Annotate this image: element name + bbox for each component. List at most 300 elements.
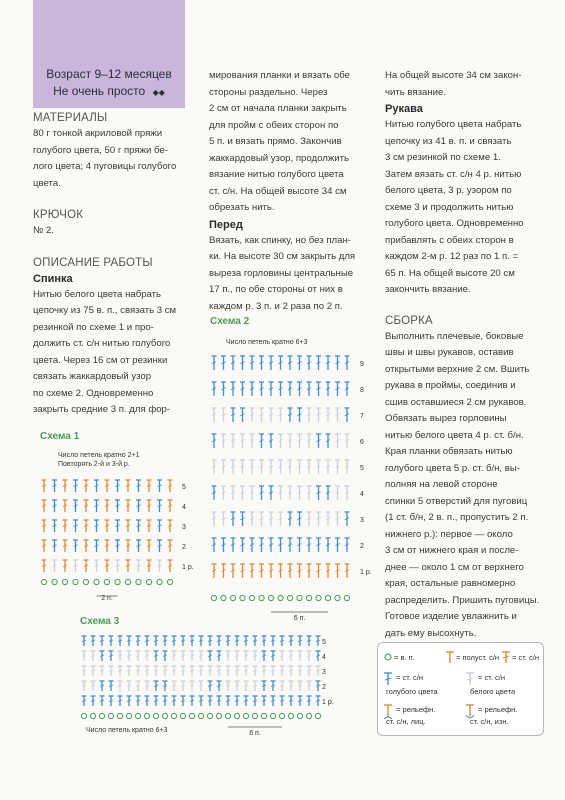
stitch-mark [52, 520, 57, 532]
stitch-mark [221, 434, 226, 448]
stitch-mark [288, 564, 293, 578]
schema-2-row-label: 7 [360, 413, 364, 420]
back-line: связать жаккардовый узор [33, 371, 152, 382]
stitch-mark [278, 460, 283, 474]
schema-2-row-label: 6 [360, 439, 364, 446]
stitch-mark [145, 696, 150, 706]
stitch-mark [297, 460, 302, 474]
stitch-mark [240, 460, 245, 474]
back-line: должить ст. с/н нитью голубого [33, 338, 171, 349]
stitch-mark [168, 540, 173, 552]
stitch-mark [288, 460, 293, 474]
stitch-mark [259, 382, 264, 396]
stitch-mark [105, 480, 110, 492]
stitch-mark [235, 696, 240, 706]
stitch-mark [307, 666, 312, 676]
chain-mark [99, 713, 104, 718]
front-line: ки. На высоте 30 см закрыть для [209, 251, 356, 262]
chain-mark [234, 713, 239, 718]
stitch-mark [326, 356, 331, 370]
legend-dc-blue-label: = ст. с/н [396, 673, 423, 682]
stitch-mark [82, 651, 87, 661]
chain-mark [288, 713, 293, 718]
stitch-mark [208, 636, 213, 646]
stitch-mark [91, 696, 96, 706]
assembly-line: (1 ст. б/н, 2 в. п., пропустить 2 п. [385, 512, 529, 523]
sleeve-line: голубого цвета. Одновременно [385, 218, 524, 229]
stitch-mark [190, 651, 195, 661]
stitch-mark [136, 681, 141, 691]
stitch-mark [288, 356, 293, 370]
stitch-mark [221, 408, 226, 422]
stitch-mark [345, 408, 350, 422]
stitch-mark [126, 520, 131, 532]
stitch-mark [259, 434, 264, 448]
work-title: ОПИСАНИЕ РАБОТЫ [33, 256, 153, 269]
assembly-line: края, остальные равномерно [385, 578, 516, 589]
stitch-mark [326, 434, 331, 448]
hook-value: № 2. [33, 225, 54, 236]
stitch-mark [221, 486, 226, 500]
stitch-mark [316, 460, 321, 474]
stitch-mark [244, 696, 249, 706]
stitch-mark [73, 560, 78, 572]
stitch-mark [278, 382, 283, 396]
stitch-mark [91, 681, 96, 691]
stitch-mark [307, 696, 312, 706]
stitch-mark [63, 480, 68, 492]
stitch-mark [262, 636, 267, 646]
stitch-mark [289, 696, 294, 706]
stitch-mark [208, 696, 213, 706]
stitch-mark [100, 681, 105, 691]
stitch-mark [231, 486, 236, 500]
stitch-mark [278, 538, 283, 552]
column-3 [385, 68, 557, 642]
stitch-mark [240, 356, 245, 370]
stitch-mark [42, 500, 47, 512]
stitch-mark [136, 636, 141, 646]
materials-line: лого цвета; 4 пуговицы голубого [33, 161, 177, 172]
chain-mark [171, 713, 176, 718]
stitch-mark [289, 636, 294, 646]
stitch-mark [181, 651, 186, 661]
difficulty-marks: ◆◆ [152, 88, 165, 97]
stitch-mark [335, 408, 340, 422]
stitch-mark [172, 681, 177, 691]
stitch-mark [240, 564, 245, 578]
stitch-mark [250, 564, 255, 578]
stitch-mark [94, 560, 99, 572]
sleeve-line: 65 п. На общей высоте 20 см [385, 267, 515, 279]
double-crochet-icon [502, 652, 510, 663]
chain-mark [41, 579, 46, 584]
stitch-mark [307, 651, 312, 661]
stitch-mark [154, 636, 159, 646]
stitch-mark [231, 382, 236, 396]
stitch-mark [297, 512, 302, 526]
stitch-mark [94, 500, 99, 512]
stitch-mark [250, 538, 255, 552]
stitch-mark [316, 356, 321, 370]
stitch-mark [288, 434, 293, 448]
stitch-mark [269, 486, 274, 500]
stitch-mark [307, 564, 312, 578]
stitch-mark [208, 681, 213, 691]
stitch-mark [278, 564, 283, 578]
stitch-mark [316, 382, 321, 396]
assembly-line: открытыми верхние 2 см. Вшить [385, 363, 530, 375]
stitch-mark [221, 460, 226, 474]
back-line: цвета. Через 16 см от резинки [33, 354, 168, 366]
stitch-mark [221, 382, 226, 396]
stitch-mark [145, 666, 150, 676]
stitch-mark [199, 681, 204, 691]
stitch-mark [163, 696, 168, 706]
back-line: Нитью белого цвета набрать [33, 288, 162, 300]
assembly-line: нитью белого цвета 4 р. ст. б/н. [385, 429, 524, 441]
stitch-mark [212, 538, 217, 552]
stitch-mark [269, 564, 274, 578]
stitch-mark [172, 636, 177, 646]
schema-1-caption [58, 451, 139, 469]
schema-1-title: Схема 1 [40, 431, 80, 442]
chain-mark [243, 713, 248, 718]
stitch-mark [163, 636, 168, 646]
schema-3-row-label: 4 [322, 654, 326, 661]
chain-mark [144, 713, 149, 718]
legend-hdc-label: = полуст. с/н [456, 653, 500, 662]
chain-mark [279, 713, 284, 718]
stitch-mark [307, 408, 312, 422]
back-cont-line: 2 см от начала планки закрыть [209, 103, 347, 114]
stitch-mark [145, 681, 150, 691]
stitch-mark [253, 681, 258, 691]
assembly-line: нижнего р.): первое — около [385, 528, 513, 540]
stitch-mark [335, 486, 340, 500]
stitch-mark [118, 696, 123, 706]
stitch-mark [316, 538, 321, 552]
stitch-mark [259, 408, 264, 422]
stitch-mark [250, 356, 255, 370]
sleeve-line: Затем вязать ст. с/н 4 р. нитью [385, 168, 522, 180]
back-cont-line: стороны раздельно. Через [209, 86, 328, 98]
sleeve-line: 3 см резинкой по схеме 1. [385, 152, 501, 163]
stitch-mark [288, 408, 293, 422]
stitch-mark [168, 500, 173, 512]
stitch-mark [118, 666, 123, 676]
stitch-mark [240, 382, 245, 396]
chain-mark [73, 579, 78, 584]
stitch-mark [345, 460, 350, 474]
chain-mark [335, 595, 340, 600]
stitch-mark [115, 560, 120, 572]
stitch-mark [94, 520, 99, 532]
stitch-mark [288, 538, 293, 552]
stitch-mark [280, 636, 285, 646]
stitch-mark [212, 512, 217, 526]
stitch-mark [226, 666, 231, 676]
stitch-mark [115, 480, 120, 492]
legend-front-post-label: = рельефн. [396, 705, 436, 714]
legend-chain-label: = в. п. [394, 653, 415, 662]
stitch-mark [297, 382, 302, 396]
stitch-mark [298, 681, 303, 691]
stitch-mark [199, 666, 204, 676]
stitch-mark [42, 480, 47, 492]
stitch-mark [244, 651, 249, 661]
schema-3-caption: Число петель кратно 6+3 [86, 727, 168, 734]
stitch-mark [154, 651, 159, 661]
chain-mark [230, 595, 235, 600]
stitch-mark [118, 651, 123, 661]
assembly-line: распределить. Пришить пуговицы. [385, 594, 540, 606]
stitch-mark [181, 636, 186, 646]
stitch-mark [280, 696, 285, 706]
stitch-mark [127, 636, 132, 646]
stitch-mark [259, 460, 264, 474]
stitch-mark [307, 486, 312, 500]
chain-mark [216, 713, 221, 718]
stitch-mark [316, 666, 321, 676]
stitch-mark [84, 540, 89, 552]
chain-mark [83, 579, 88, 584]
double-crochet-white-icon [466, 673, 474, 685]
stitch-mark [231, 460, 236, 474]
schema-2-row-label: 5 [360, 465, 364, 472]
stitch-mark [217, 636, 222, 646]
stitch-mark [136, 500, 141, 512]
stitch-mark [190, 636, 195, 646]
stitch-mark [109, 666, 114, 676]
stitch-mark [73, 480, 78, 492]
sleeve-title: Рукава [385, 103, 423, 115]
stitch-mark [52, 500, 57, 512]
front-line: выреза горловины центральные [209, 267, 354, 279]
stitch-mark [307, 460, 312, 474]
stitch-mark [52, 560, 57, 572]
stitch-mark [163, 666, 168, 676]
schema-1-caption-line: Повторять 2-й и 3-й р. [58, 461, 130, 468]
stitch-mark [231, 408, 236, 422]
chain-mark [117, 713, 122, 718]
chain-mark [221, 595, 226, 600]
stitch-mark [115, 520, 120, 532]
back-line: по схеме 2. Одновременно [33, 387, 154, 399]
schema-2-diagram [204, 350, 380, 625]
chain-mark [157, 579, 162, 584]
stitch-mark [289, 666, 294, 676]
stitch-mark [345, 434, 350, 448]
stitch-mark [105, 520, 110, 532]
stitch-mark [127, 681, 132, 691]
schema-2-row-label: 3 [360, 517, 364, 524]
front-title: Перед [209, 218, 243, 231]
schema-2-row-label: 4 [360, 491, 364, 498]
chain-icon [385, 654, 391, 660]
chain-mark [146, 579, 151, 584]
stitch-mark [316, 408, 321, 422]
stitch-mark [240, 486, 245, 500]
stitch-mark [118, 681, 123, 691]
stitch-mark [42, 560, 47, 572]
stitch-mark [316, 651, 321, 661]
stitch-mark [52, 480, 57, 492]
stitch-mark [298, 696, 303, 706]
stitch-mark [105, 500, 110, 512]
stitch-mark [109, 651, 114, 661]
stitch-mark [345, 486, 350, 500]
stitch-mark [91, 666, 96, 676]
stitch-mark [280, 681, 285, 691]
chain-mark [259, 595, 264, 600]
assembly-line: дать ему высохнуть. [385, 627, 477, 639]
stitch-mark [84, 500, 89, 512]
back-cont-line: ст. с/н. На общей высоте 34 см [209, 185, 347, 197]
stitch-mark [105, 560, 110, 572]
stitch-mark [271, 636, 276, 646]
sleeve-line: цепочку из 41 в. п. и связать [385, 135, 512, 147]
stitch-mark [316, 696, 321, 706]
stitch-mark [316, 681, 321, 691]
stitch-mark [91, 651, 96, 661]
stitch-mark [244, 681, 249, 691]
chain-mark [126, 713, 131, 718]
stitch-mark [73, 540, 78, 552]
stitch-mark [221, 538, 226, 552]
stitch-mark [136, 696, 141, 706]
chain-mark [287, 595, 292, 600]
stitch-mark [168, 560, 173, 572]
stitch-mark [271, 651, 276, 661]
schema-1-diagram [36, 470, 206, 610]
legend-back-post-label-2: ст. с/н, изн. [470, 717, 509, 726]
stitch-mark [105, 540, 110, 552]
stitch-mark [298, 666, 303, 676]
back-cont-line: для пройм с обеих сторон по [209, 119, 339, 131]
stitch-mark [280, 666, 285, 676]
stitch-mark [109, 636, 114, 646]
stitch-mark [259, 512, 264, 526]
stitch-mark [269, 434, 274, 448]
stitch-mark [145, 636, 150, 646]
stitch-mark [307, 434, 312, 448]
stitch-mark [147, 520, 152, 532]
stitch-mark [297, 486, 302, 500]
chain-mark [270, 713, 275, 718]
stitch-mark [288, 382, 293, 396]
assembly-line: полняя на левой стороне [385, 479, 498, 490]
stitch-mark [335, 382, 340, 396]
stitch-mark [253, 696, 258, 706]
stitch-mark [63, 560, 68, 572]
stitch-mark [316, 434, 321, 448]
stitch-mark [226, 636, 231, 646]
stitch-mark [226, 651, 231, 661]
schema-3-row-label: 3 [322, 669, 326, 676]
stitch-mark [221, 512, 226, 526]
schema-2-title: Схема 2 [210, 316, 250, 327]
stitch-mark [278, 512, 283, 526]
chain-mark [167, 579, 172, 584]
stitch-mark [326, 382, 331, 396]
stitch-mark [157, 500, 162, 512]
assembly-line: Обвязать вырез горловины [385, 413, 507, 424]
chain-mark [211, 595, 216, 600]
stitch-mark [118, 636, 123, 646]
legend-back-post-label: = рельефн. [478, 705, 518, 714]
stitch-mark [297, 538, 302, 552]
stitch-mark [297, 434, 302, 448]
stitch-mark [208, 666, 213, 676]
assembly-line: 3 см от нижнего края и после- [385, 545, 519, 556]
stitch-mark [235, 651, 240, 661]
sleeve-line: Нитью голубого цвета набрать [385, 119, 522, 130]
schema-3-title: Схема 3 [80, 616, 120, 627]
chain-mark [225, 713, 230, 718]
stitch-mark [326, 512, 331, 526]
stitch-mark [136, 480, 141, 492]
stitch-mark [199, 696, 204, 706]
stitch-mark [335, 564, 340, 578]
stitch-mark [190, 666, 195, 676]
stitch-mark [82, 636, 87, 646]
chain-mark [153, 713, 158, 718]
stitch-mark [126, 560, 131, 572]
stitch-mark [335, 434, 340, 448]
chain-mark [81, 713, 86, 718]
schema-3-row-label: 5 [322, 639, 326, 646]
chain-mark [115, 579, 120, 584]
stitch-mark [298, 636, 303, 646]
stitch-mark [262, 666, 267, 676]
stitch-mark [109, 681, 114, 691]
materials-line: 80 г тонкой акриловой пряжи [33, 128, 163, 139]
stitch-mark [212, 486, 217, 500]
stitch-mark [253, 636, 258, 646]
stitch-mark [147, 480, 152, 492]
stitch-mark [63, 500, 68, 512]
assembly-line: швы и швы рукавов, оставив [385, 347, 514, 358]
stitch-mark [250, 486, 255, 500]
stitch-mark [278, 434, 283, 448]
stitch-mark [100, 666, 105, 676]
schema-1-row-label: 3 [182, 524, 186, 531]
assembly-title: СБОРКА [385, 314, 433, 327]
schema-1-row-label: 1 р. [182, 564, 194, 571]
back-line: резинкой по схеме 1 и про- [33, 321, 154, 333]
chain-mark [268, 595, 273, 600]
stitch-mark [307, 512, 312, 526]
stitch-mark [253, 666, 258, 676]
chain-mark [52, 579, 57, 584]
chain-mark [180, 713, 185, 718]
stitch-mark [262, 696, 267, 706]
stitch-mark [307, 356, 312, 370]
sleeve-line: белого цвета, 3 р. узором по [385, 185, 512, 196]
chain-mark [62, 579, 67, 584]
difficulty-label: Не очень просто [53, 84, 146, 98]
assembly-line: днее — около 1 см от верхнего [385, 561, 524, 573]
stitch-mark [126, 500, 131, 512]
stitch-mark [269, 538, 274, 552]
back-cont-line: вязание нитью голубого цвета [209, 169, 344, 180]
stitch-mark [163, 651, 168, 661]
stitch-mark [326, 564, 331, 578]
stitch-mark [269, 460, 274, 474]
stitch-mark [271, 666, 276, 676]
stitch-mark [250, 434, 255, 448]
